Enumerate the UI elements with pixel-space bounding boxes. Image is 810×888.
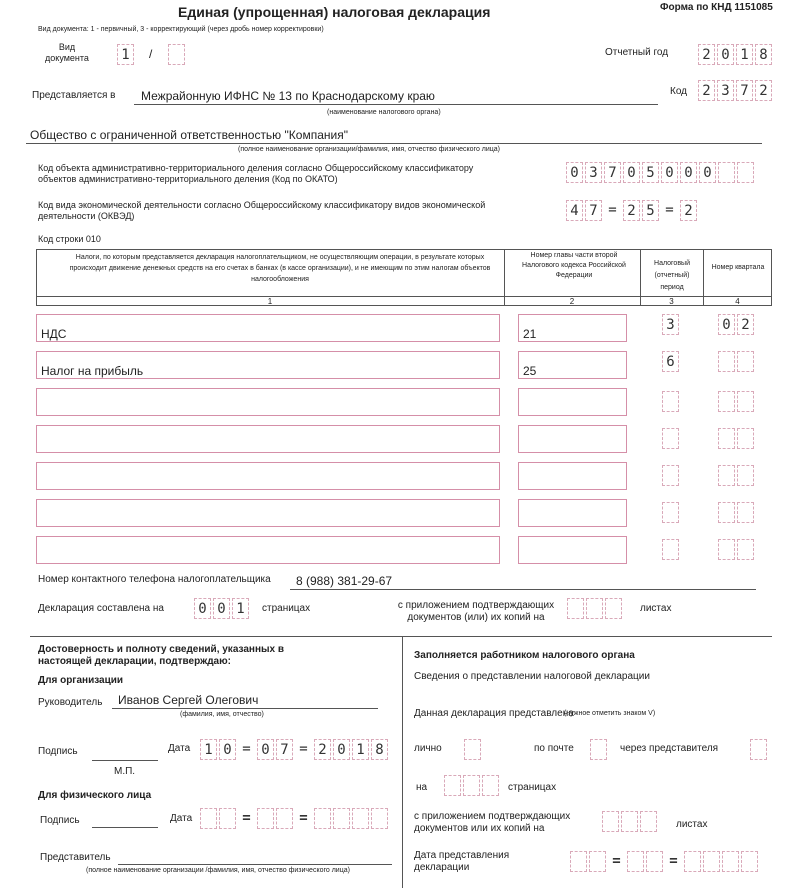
- year-cell[interactable]: 1: [736, 44, 753, 65]
- phone-value[interactable]: 8 (988) 381-29-67: [296, 574, 393, 588]
- quarter-cell[interactable]: [718, 428, 735, 449]
- doc-kind-cells[interactable]: [117, 44, 136, 65]
- tax-field[interactable]: [36, 462, 500, 490]
- date-cell[interactable]: 1: [200, 739, 217, 760]
- sign-label-person: Подпись: [40, 815, 80, 826]
- col-header-tax: Налоги, по которым представляется декларация налогоплательщиком, не осуществляющим операции, в результате которых происходит движение денежных средств на его счетах в банках (в кассе организации), и не имеющим по этим налогам объектов налогообложения: [69, 254, 491, 283]
- period-cell[interactable]: [662, 502, 679, 523]
- okved-separator: =: [608, 202, 617, 218]
- pages-cell[interactable]: 0: [194, 598, 211, 619]
- date-cell[interactable]: 1: [352, 739, 369, 760]
- chapter-field[interactable]: [518, 499, 627, 527]
- okato-cell[interactable]: [718, 162, 735, 183]
- okved-cell[interactable]: 5: [642, 200, 659, 221]
- code-cell[interactable]: 2: [755, 80, 772, 101]
- tax-field[interactable]: [36, 425, 500, 453]
- date-cells-person[interactable]: [200, 808, 390, 829]
- office-attach-cell[interactable]: [640, 811, 657, 832]
- quarter-cell[interactable]: [737, 351, 754, 372]
- year-cells[interactable]: [698, 44, 774, 65]
- tax-field[interactable]: НДС: [36, 314, 500, 342]
- quarter-cell[interactable]: [718, 465, 735, 486]
- okved-cell[interactable]: 4: [566, 200, 583, 221]
- office-pages-cell[interactable]: [463, 775, 480, 796]
- correction-cells[interactable]: [168, 44, 187, 65]
- head-caption: (фамилия, имя, отчество): [180, 711, 264, 718]
- authority-caption: (наименование налогового органа): [327, 109, 441, 116]
- quarter-cell[interactable]: 2: [737, 314, 754, 335]
- tax-field[interactable]: [36, 536, 500, 564]
- chapter-field[interactable]: [518, 388, 627, 416]
- page-title: Единая (упрощенная) налоговая декларация: [178, 4, 491, 20]
- form-code: Форма по КНД 1151085: [660, 2, 773, 13]
- date-separator: =: [299, 741, 308, 757]
- code-cell[interactable]: 2: [698, 80, 715, 101]
- doc-kind-hint: Вид документа: 1 - первичный, 3 - корректирующий (через дробь номер корректировки): [38, 26, 324, 33]
- tax-field[interactable]: Налог на прибыль: [36, 351, 500, 379]
- office-attach-cell[interactable]: [602, 811, 619, 832]
- date-cell[interactable]: [703, 851, 720, 872]
- code-cells[interactable]: [698, 80, 774, 101]
- office-attach-cells[interactable]: [602, 811, 659, 832]
- col-number: 1: [267, 297, 273, 306]
- period-cell[interactable]: [662, 465, 679, 486]
- rep-label: Представитель: [40, 852, 111, 863]
- date-cell[interactable]: [646, 851, 663, 872]
- date-cell[interactable]: [333, 808, 350, 829]
- okved-separator: =: [665, 202, 674, 218]
- attach-cell[interactable]: [605, 598, 622, 619]
- row-code-label: Код строки 010: [38, 234, 101, 244]
- date-cell[interactable]: [684, 851, 701, 872]
- head-name[interactable]: Иванов Сергей Олегович: [118, 693, 259, 707]
- okato-cells[interactable]: [566, 162, 756, 183]
- code-label: Код: [670, 86, 688, 97]
- code-cell[interactable]: 3: [717, 80, 734, 101]
- attach-cell[interactable]: [567, 598, 584, 619]
- okato-cell[interactable]: 0: [623, 162, 640, 183]
- date-cell[interactable]: [722, 851, 739, 872]
- organization-name[interactable]: Общество с ограниченной ответственностью "Компания": [30, 128, 348, 142]
- office-sheets-label: листах: [676, 819, 708, 830]
- year-label: Отчетный год: [605, 47, 669, 58]
- period-cell[interactable]: 3: [662, 314, 679, 335]
- pages-cells[interactable]: [194, 598, 251, 619]
- doc-kind-slash: /: [149, 47, 153, 61]
- date-cell[interactable]: [570, 851, 587, 872]
- tax-field[interactable]: [36, 499, 500, 527]
- chapter-field[interactable]: 25: [518, 351, 627, 379]
- okved-cells[interactable]: [566, 200, 699, 221]
- quarter-cell[interactable]: [718, 502, 735, 523]
- date-cells[interactable]: [200, 739, 390, 760]
- head-label: Руководитель: [38, 697, 103, 708]
- okved-label: Код вида экономической деятельности согласно Общероссийскому классификатору видов экономической деятельности (ОКВЭД): [38, 200, 486, 221]
- stamp-label: М.П.: [114, 766, 136, 777]
- date-label: Дата: [168, 743, 191, 754]
- authority-name[interactable]: Межрайонную ИФНС № 13 по Краснодарскому краю: [141, 89, 435, 103]
- date-cell[interactable]: [627, 851, 644, 872]
- quarter-cell[interactable]: [737, 465, 754, 486]
- date-cell[interactable]: 0: [219, 739, 236, 760]
- doc-kind-cell[interactable]: 1: [117, 44, 134, 65]
- mail-label: по почте: [534, 743, 574, 754]
- chapter-field[interactable]: [518, 462, 627, 490]
- office-date-label: Дата представления декларации: [414, 850, 510, 873]
- rep-caption: (полное наименование организации /фамилия, имя, отчество физического лица): [86, 867, 350, 874]
- period-cell[interactable]: [662, 428, 679, 449]
- personally-checkbox[interactable]: [464, 739, 481, 760]
- quarter-cell[interactable]: [737, 391, 754, 412]
- date-separator: =: [299, 810, 308, 826]
- chapter-field[interactable]: [518, 536, 627, 564]
- person-title: Для физического лица: [38, 790, 152, 801]
- presented-hint: (нужное отметить знаком V): [564, 710, 656, 717]
- date-cell[interactable]: [219, 808, 236, 829]
- quarter-cell[interactable]: [718, 351, 735, 372]
- okato-cell[interactable]: 0: [680, 162, 697, 183]
- office-date-cells[interactable]: [570, 851, 760, 872]
- attach-cell[interactable]: [586, 598, 603, 619]
- date-cell[interactable]: [200, 808, 217, 829]
- date-separator: =: [669, 853, 678, 869]
- period-cell[interactable]: [662, 391, 679, 412]
- tax-field[interactable]: [36, 388, 500, 416]
- sign-label: Подпись: [38, 746, 78, 757]
- office-pages-label: страницах: [508, 782, 557, 793]
- date-label-person: Дата: [170, 813, 193, 824]
- quarter-cell[interactable]: 0: [718, 314, 735, 335]
- date-cell[interactable]: [276, 808, 293, 829]
- date-separator: =: [242, 741, 251, 757]
- col-number: 4: [735, 297, 740, 306]
- date-separator: =: [242, 810, 251, 826]
- date-cell[interactable]: [314, 808, 331, 829]
- col-number: 2: [569, 297, 575, 306]
- year-cell[interactable]: 0: [717, 44, 734, 65]
- okato-label: Код объекта административно-территориального деления согласно Общероссийскому классификатору объектов административно-территориального деления (Код по ОКАТО): [38, 163, 474, 184]
- year-cell[interactable]: 2: [698, 44, 715, 65]
- okato-cell[interactable]: [737, 162, 754, 183]
- col-number: 3: [669, 297, 674, 306]
- doc-kind-label: Вид документа: [45, 42, 89, 63]
- okved-cell[interactable]: 2: [623, 200, 640, 221]
- okato-cell[interactable]: 0: [566, 162, 583, 183]
- rep-checkbox[interactable]: [750, 739, 767, 760]
- date-cell[interactable]: 2: [314, 739, 331, 760]
- date-cell[interactable]: [352, 808, 369, 829]
- phone-label: Номер контактного телефона налогоплательщика: [38, 574, 271, 585]
- presented-label: Представляется в: [32, 90, 116, 101]
- period-cell[interactable]: [662, 539, 679, 560]
- date-cell[interactable]: [257, 808, 274, 829]
- pages-suffix: страницах: [262, 603, 311, 614]
- office-attach-cell[interactable]: [621, 811, 638, 832]
- date-cell[interactable]: 0: [257, 739, 274, 760]
- presented-text: Данная декларация представлена: [414, 708, 574, 719]
- attach-suffix: листах: [640, 603, 672, 614]
- attach-label: с приложением подтверждающих документов (или) их копий на: [397, 600, 555, 623]
- on-label: на: [416, 782, 428, 793]
- office-attach-label: с приложением подтверждающих документов или их копий на: [414, 811, 571, 834]
- date-cell[interactable]: [589, 851, 606, 872]
- mail-checkbox[interactable]: [590, 739, 607, 760]
- office-title: Заполняется работником налогового органа: [414, 650, 635, 661]
- date-cell[interactable]: [741, 851, 758, 872]
- correction-cell[interactable]: [168, 44, 185, 65]
- okved-cell[interactable]: 7: [585, 200, 602, 221]
- quarter-cell[interactable]: [718, 391, 735, 412]
- pages-label: Декларация составлена на: [38, 603, 164, 614]
- date-separator: =: [612, 853, 621, 869]
- organization-caption: (полное наименование организации/фамилия, имя, отчество физического лица): [238, 146, 501, 153]
- office-info: Сведения о представлении налоговой декларации: [414, 671, 650, 682]
- org-title: Для организации: [38, 675, 124, 686]
- office-pages-cell[interactable]: [444, 775, 461, 796]
- okato-cell[interactable]: 5: [642, 162, 659, 183]
- office-pages-cell[interactable]: [482, 775, 499, 796]
- confirm-title: Достоверность и полноту сведений, указанных в настоящей декларации, подтверждаю:: [38, 644, 285, 667]
- quarter-cell[interactable]: [737, 539, 754, 560]
- col-header-quarter: Номер квартала: [711, 264, 765, 271]
- attach-cells[interactable]: [567, 598, 624, 619]
- period-cell[interactable]: 6: [662, 351, 679, 372]
- col-header-chapter: Номер главы части второй Налогового кодекса Российской Федерации: [522, 252, 626, 279]
- okato-cell[interactable]: 3: [585, 162, 602, 183]
- quarter-cell[interactable]: [737, 428, 754, 449]
- okato-cell[interactable]: 7: [604, 162, 621, 183]
- col-header-period: Налоговый (отчетный) период: [654, 260, 690, 291]
- chapter-field[interactable]: 21: [518, 314, 627, 342]
- pages-cell[interactable]: 1: [232, 598, 249, 619]
- okato-cell[interactable]: 0: [661, 162, 678, 183]
- chapter-field[interactable]: [518, 425, 627, 453]
- date-cell[interactable]: 7: [276, 739, 293, 760]
- personally-label: лично: [414, 743, 442, 754]
- date-cell[interactable]: [371, 808, 388, 829]
- code-cell[interactable]: 7: [736, 80, 753, 101]
- office-pages-cells[interactable]: [444, 775, 501, 796]
- date-cell[interactable]: 0: [333, 739, 350, 760]
- year-cell[interactable]: 8: [755, 44, 772, 65]
- okato-cell[interactable]: 0: [699, 162, 716, 183]
- quarter-cell[interactable]: [737, 502, 754, 523]
- pages-cell[interactable]: 0: [213, 598, 230, 619]
- rep-channel-label: через представителя: [620, 743, 719, 754]
- quarter-cell[interactable]: [718, 539, 735, 560]
- okved-cell[interactable]: 2: [680, 200, 697, 221]
- date-cell[interactable]: 8: [371, 739, 388, 760]
